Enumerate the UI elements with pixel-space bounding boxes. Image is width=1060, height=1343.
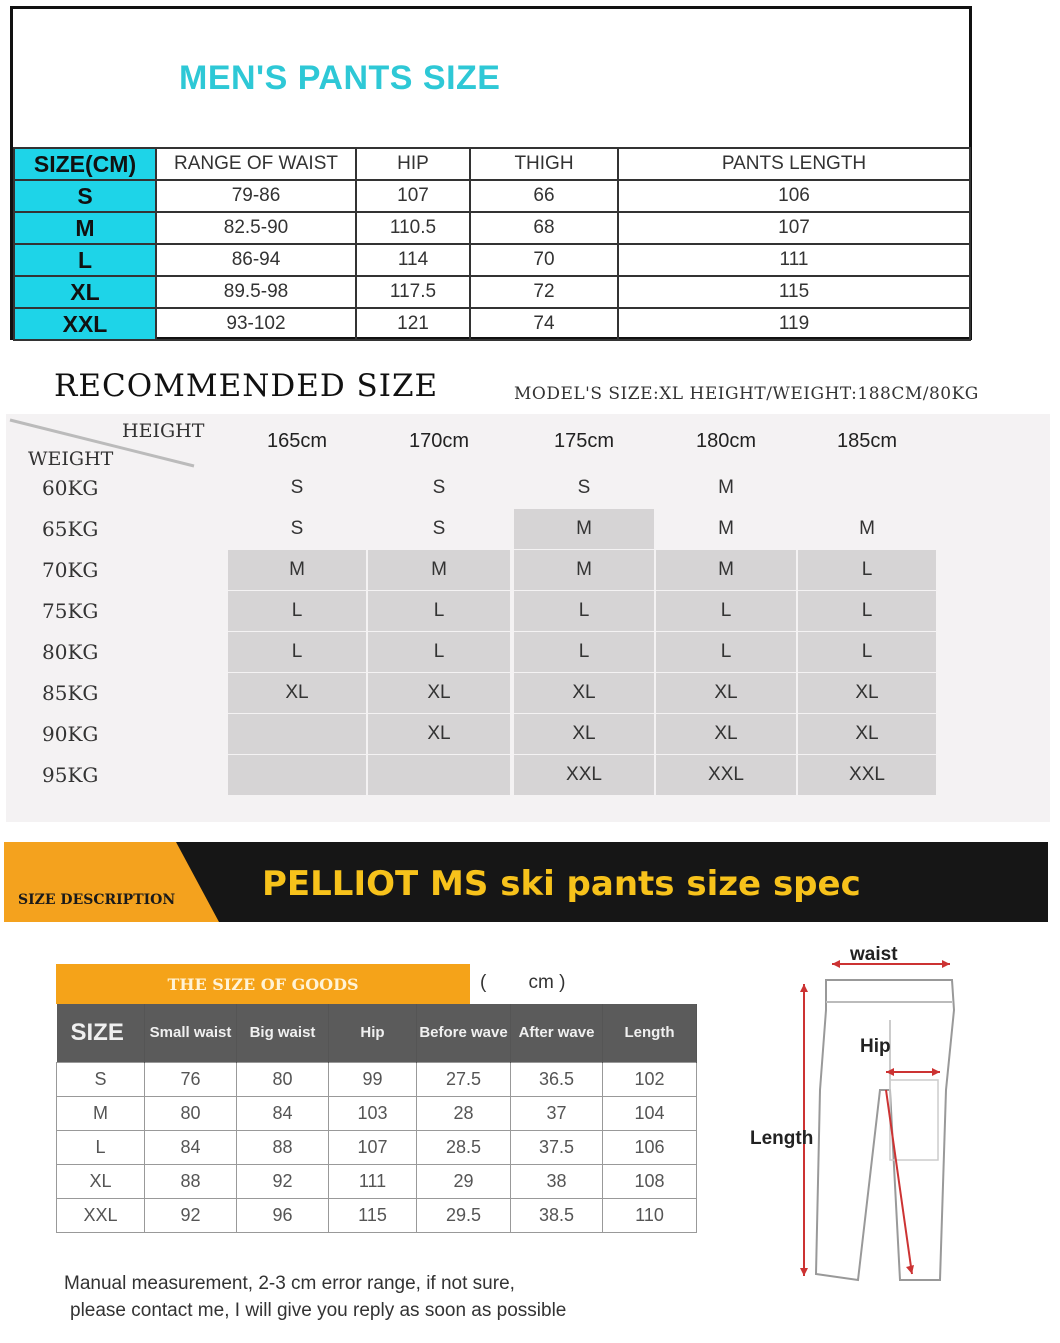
height-column-header: 175cm (553, 430, 615, 452)
measurement-cell: 106 (618, 180, 970, 212)
size-cell: L (14, 244, 156, 276)
recommended-size-cell: XL (798, 673, 936, 713)
goods-header-row (57, 1004, 697, 1062)
weight-row-label: 60KG (42, 476, 99, 500)
recommended-size-cell: L (514, 591, 654, 631)
recommended-size-cell: S (368, 509, 510, 549)
goods-measurement-cell: 110 (603, 1198, 697, 1232)
weight-row-label: 75KG (42, 599, 99, 623)
recommended-size-cell: XXL (798, 755, 936, 795)
recommended-size-cell: M (228, 550, 366, 590)
recommended-size-cell: XL (228, 673, 366, 713)
goods-size-cell: L (57, 1130, 145, 1164)
recommended-size-cell: XL (368, 714, 510, 754)
recommended-size-cell (228, 755, 366, 795)
header-hip: HIP (356, 148, 470, 180)
goods-measurement-cell: 104 (603, 1096, 697, 1130)
goods-header-small-waist: Small waist (145, 1004, 237, 1062)
note-line-2: please contact me, I will give you reply as soon as possible (70, 1300, 567, 1321)
goods-measurement-cell: 115 (329, 1198, 417, 1232)
goods-header-size: SIZE (57, 1004, 145, 1062)
header-size: SIZE(CM) (14, 148, 156, 180)
goods-measurement-cell: 88 (145, 1164, 237, 1198)
size-cell: XL (14, 276, 156, 308)
size-cell: M (14, 212, 156, 244)
hip-label: Hip (860, 1036, 891, 1057)
goods-measurement-cell: 38 (511, 1164, 603, 1198)
goods-size-cell: XXL (57, 1198, 145, 1232)
banner-orange-block (4, 842, 219, 922)
goods-measurement-cell: 28 (417, 1096, 511, 1130)
recommended-size-cell: L (228, 591, 366, 631)
measurement-cell: 82.5-90 (156, 212, 356, 244)
measurement-cell: 72 (470, 276, 618, 308)
goods-measurement-cell: 37 (511, 1096, 603, 1130)
measurement-cell: 79-86 (156, 180, 356, 212)
recommended-size-cell (228, 714, 366, 754)
recommended-size-cell: M (368, 550, 510, 590)
goods-measurement-cell: 80 (145, 1096, 237, 1130)
recommended-size-cell: XL (656, 714, 796, 754)
recommended-size-cell: M (656, 550, 796, 590)
recommended-size-cell: XL (514, 714, 654, 754)
recommended-size-cell: M (514, 550, 654, 590)
recommended-size-cell: XL (514, 673, 654, 713)
measurement-note (64, 1270, 566, 1324)
goods-measurement-cell: 38.5 (511, 1198, 603, 1232)
measurement-cell: 107 (618, 212, 970, 244)
goods-size-table (56, 1004, 697, 1233)
unit-label: ( cm ) (480, 972, 566, 993)
goods-size-cell: M (57, 1096, 145, 1130)
goods-row (57, 1198, 697, 1232)
measurement-cell: 74 (470, 308, 618, 340)
goods-header-hip: Hip (329, 1004, 417, 1062)
banner-label: SIZE DESCRIPTION (18, 892, 176, 908)
mens-pants-row (14, 244, 970, 276)
goods-measurement-cell: 27.5 (417, 1062, 511, 1096)
goods-size-cell: XL (57, 1164, 145, 1198)
height-column-header: 165cm (266, 430, 328, 452)
measurement-cell: 66 (470, 180, 618, 212)
goods-measurement-cell: 36.5 (511, 1062, 603, 1096)
goods-row (57, 1062, 697, 1096)
weight-row-label: 95KG (42, 763, 99, 787)
measurement-cell: 121 (356, 308, 470, 340)
mens-pants-row (14, 212, 970, 244)
goods-measurement-cell: 108 (603, 1164, 697, 1198)
pants-outline-illustration (740, 940, 960, 1290)
measurement-cell: 86-94 (156, 244, 356, 276)
recommended-size-panel (6, 360, 1050, 822)
goods-measurement-cell: 88 (237, 1130, 329, 1164)
length-label: Length (750, 1128, 814, 1149)
waist-label: waist (850, 944, 898, 965)
header-waist: RANGE OF WAIST (156, 148, 356, 180)
note-line-1: Manual measurement, 2-3 cm error range, if not sure, (64, 1273, 515, 1294)
height-column-header: 185cm (836, 430, 898, 452)
measurement-cell: 68 (470, 212, 618, 244)
weight-row-label: 70KG (42, 558, 99, 582)
recommended-size-cell: L (514, 632, 654, 672)
recommended-size-cell: XXL (656, 755, 796, 795)
goods-measurement-cell: 111 (329, 1164, 417, 1198)
measurement-cell: 119 (618, 308, 970, 340)
measurement-cell: 114 (356, 244, 470, 276)
goods-header-big-waist: Big waist (237, 1004, 329, 1062)
mens-pants-table (13, 147, 971, 341)
recommended-size-cell: L (798, 632, 936, 672)
measurement-cell: 89.5-98 (156, 276, 356, 308)
recommended-size-cell (368, 755, 510, 795)
weight-axis-label: WEIGHT (28, 448, 114, 470)
goods-measurement-cell: 99 (329, 1062, 417, 1096)
goods-row (57, 1096, 697, 1130)
height-column-header: 180cm (695, 430, 757, 452)
goods-header-before-wave: Before wave (417, 1004, 511, 1062)
recommended-size-cell: S (368, 468, 510, 508)
banner-title: PELLIOT MS ski pants size spec (262, 864, 861, 904)
goods-measurement-cell: 106 (603, 1130, 697, 1164)
measurement-cell: 110.5 (356, 212, 470, 244)
recommended-size-cell: L (656, 591, 796, 631)
height-axis-label: HEIGHT (122, 420, 205, 442)
mens-pants-size-panel (10, 6, 972, 340)
measurement-cell: 111 (618, 244, 970, 276)
model-info: MODEL'S SIZE:XL HEIGHT/WEIGHT:188CM/80KG (514, 384, 979, 404)
recommended-size-cell: S (514, 468, 654, 508)
recommended-size-cell (798, 468, 936, 508)
recommended-size-cell: L (228, 632, 366, 672)
recommended-size-cell: XL (656, 673, 796, 713)
recommended-size-cell: M (656, 509, 796, 549)
goods-measurement-cell: 96 (237, 1198, 329, 1232)
recommended-size-cell: L (798, 591, 936, 631)
weight-row-label: 90KG (42, 722, 99, 746)
mens-pants-header-row (14, 148, 970, 180)
recommended-size-cell: M (798, 509, 936, 549)
recommended-size-cell: S (228, 468, 366, 508)
goods-measurement-cell: 29.5 (417, 1198, 511, 1232)
mens-pants-row (14, 308, 970, 340)
weight-row-label: 80KG (42, 640, 99, 664)
goods-measurement-cell: 84 (237, 1096, 329, 1130)
weight-row-label: 85KG (42, 681, 99, 705)
recommended-size-cell: XL (368, 673, 510, 713)
goods-header-after-wave: After wave (511, 1004, 603, 1062)
goods-measurement-cell: 80 (237, 1062, 329, 1096)
recommended-size-cell: L (656, 632, 796, 672)
size-cell: S (14, 180, 156, 212)
goods-measurement-cell: 102 (603, 1062, 697, 1096)
grid-corner (8, 418, 226, 474)
pants-diagram (740, 940, 960, 1290)
recommended-size-cell: S (228, 509, 366, 549)
goods-measurement-cell: 37.5 (511, 1130, 603, 1164)
goods-row (57, 1164, 697, 1198)
goods-measurement-cell: 84 (145, 1130, 237, 1164)
goods-measurement-cell: 28.5 (417, 1130, 511, 1164)
goods-measurement-cell: 92 (237, 1164, 329, 1198)
goods-measurement-cell: 29 (417, 1164, 511, 1198)
size-description-banner (4, 842, 1048, 922)
recommended-size-cell: XL (798, 714, 936, 754)
recommended-title: RECOMMENDED SIZE (54, 368, 439, 404)
goods-header-length: Length (603, 1004, 697, 1062)
recommended-size-cell: L (798, 550, 936, 590)
goods-measurement-cell: 107 (329, 1130, 417, 1164)
goods-measurement-cell: 76 (145, 1062, 237, 1096)
recommended-size-cell: M (514, 509, 654, 549)
size-cell: XXL (14, 308, 156, 340)
weight-row-label: 65KG (42, 517, 99, 541)
goods-row (57, 1130, 697, 1164)
measurement-cell: 93-102 (156, 308, 356, 340)
header-pants-length: PANTS LENGTH (618, 148, 970, 180)
measurement-cell: 115 (618, 276, 970, 308)
mens-pants-title: MEN'S PANTS SIZE (179, 59, 501, 97)
mens-pants-row (14, 276, 970, 308)
measurement-cell: 117.5 (356, 276, 470, 308)
recommended-size-cell: L (368, 591, 510, 631)
goods-measurement-cell: 92 (145, 1198, 237, 1232)
header-thigh: THIGH (470, 148, 618, 180)
measurement-cell: 107 (356, 180, 470, 212)
recommended-size-cell: L (368, 632, 510, 672)
size-of-goods-tab: THE SIZE OF GOODS (56, 964, 470, 1004)
recommended-size-cell: M (656, 468, 796, 508)
height-column-header: 170cm (408, 430, 470, 452)
goods-size-cell: S (57, 1062, 145, 1096)
recommended-size-cell: XXL (514, 755, 654, 795)
mens-pants-row (14, 180, 970, 212)
goods-measurement-cell: 103 (329, 1096, 417, 1130)
measurement-cell: 70 (470, 244, 618, 276)
